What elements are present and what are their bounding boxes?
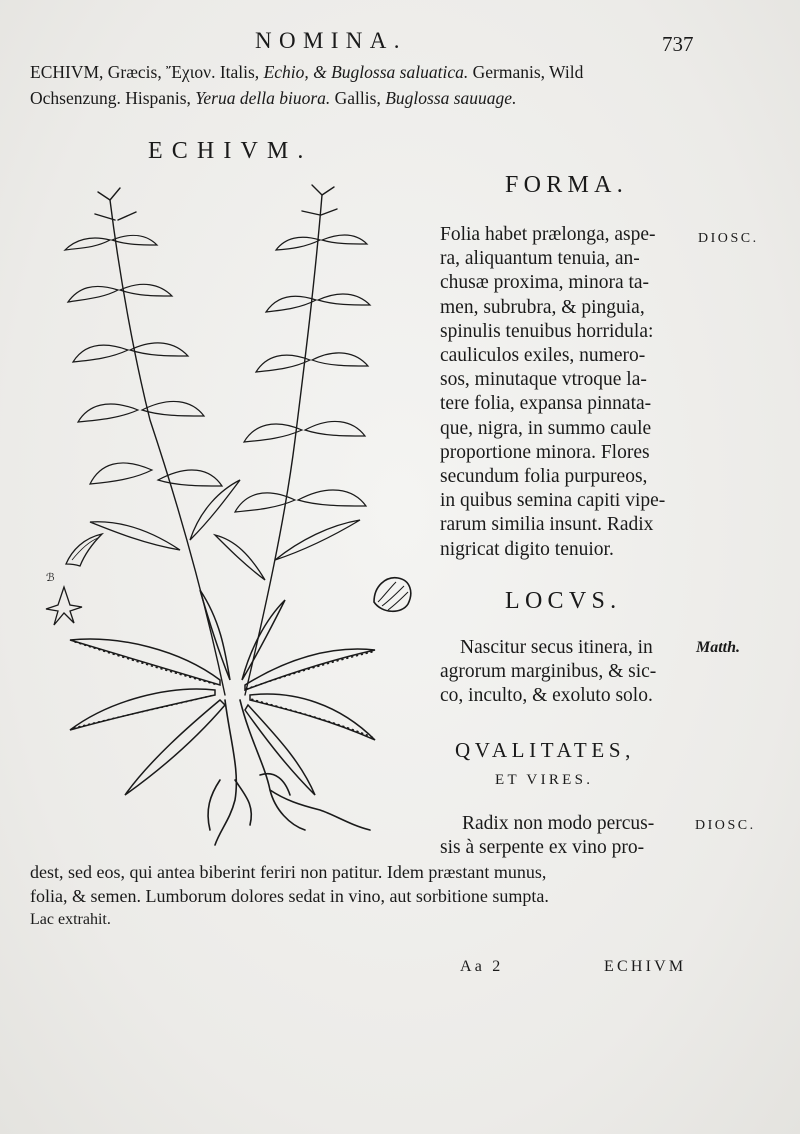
forma-line: ra, aliquantum tenuia, an- [440, 248, 640, 270]
names-line-2-part-3: Gallis, [330, 88, 386, 108]
forma-line: in quibus semina capiti vipe- [440, 490, 666, 512]
names-line-2-part-1: Ochsenzung. Hispanis, [30, 88, 196, 108]
locus-line: co, inculto, & exoluto solo. [440, 685, 653, 707]
forma-line: chusæ proxima, minora ta- [440, 272, 650, 294]
forma-line: cauliculos exiles, numero- [440, 345, 646, 367]
names-line-1 [30, 62, 583, 83]
qualitates-heading: QVALITATES, [455, 738, 635, 762]
running-title: NOMINA. [255, 28, 407, 53]
forma-line: proportione minora. Flores [440, 441, 650, 463]
forma-line: Folia habet prælonga, aspe- [440, 224, 656, 245]
names-line-2-part-2: Yerua della biuora. [195, 88, 331, 108]
names-line-2 [30, 88, 516, 109]
locus-margin-note: Matth. [696, 639, 741, 656]
qualitates-margin-note: DIOSC. [695, 818, 756, 833]
qualitates-line: dest, sed eos, qui antea biberint feriri non patitur. Idem præstant munus, [30, 862, 547, 882]
forma-line: que, nigra, in summo caule [440, 417, 652, 439]
forma-line: secundum folia purpureos, [440, 466, 648, 488]
svg-text:ℬ: ℬ [46, 572, 55, 584]
names-line-1-part-2: Echio, & Buglossa saluatica. [263, 62, 469, 82]
locus-heading: LOCVS. [505, 588, 622, 614]
qualitates-line: Lac extrahit. [30, 911, 111, 929]
locus-paragraph [440, 636, 656, 709]
qualitates-line: folia, & semen. Lumborum dolores sedat in vino, aut sorbitione sumpta. [30, 886, 549, 907]
leaf-detail-icon [368, 572, 416, 616]
qualitates-paragraph-narrow [440, 812, 654, 860]
left-stem-drawing [95, 188, 225, 695]
plant-title: ECHIVM. [148, 138, 313, 164]
forma-line: spinulis tenuibus horridula: [440, 320, 654, 342]
names-line-1-part-1: ECHIVM, Græcis, Ἔχιον. Italis, [30, 62, 264, 82]
stem-leaves [90, 480, 360, 580]
forma-line: tere folia, expansa pinnata- [440, 393, 652, 415]
plant-illustration [30, 180, 430, 860]
forma-line: nigricat digito tenuior. [440, 538, 614, 560]
forma-line: men, subrubra, & pinguia, [440, 296, 645, 318]
names-line-1-part-3: Germanis, Wild [468, 62, 584, 82]
seed-detail-icon [40, 565, 88, 629]
qualitates-paragraph-full [30, 860, 549, 933]
qualitates-line: sis à serpente ex vino pro- [440, 837, 645, 859]
locus-line: agrorum marginibus, & sic- [440, 661, 657, 683]
names-line-2-part-4: Buglossa sauuage. [385, 88, 517, 108]
forma-paragraph [440, 223, 665, 562]
catchword: ECHIVM [604, 958, 687, 975]
page-number: 737 [662, 32, 694, 56]
qualitates-line: Radix non modo percus- [462, 813, 655, 834]
forma-line: rarum similia insunt. Radix [440, 514, 654, 536]
flower-detail-icon [62, 530, 106, 570]
signature-mark: Aa 2 [460, 958, 504, 975]
qualitates-subheading: ET VIRES. [495, 772, 594, 788]
locus-line: Nascitur secus itinera, in [460, 637, 653, 658]
left-spike-leaves [65, 235, 222, 486]
root-drawing [208, 700, 370, 845]
basal-rosette-leaves [70, 590, 375, 795]
forma-line: sos, minutaque vtroque la- [440, 369, 647, 391]
forma-margin-note: DIOSC. [698, 231, 759, 246]
forma-heading: FORMA. [505, 172, 629, 198]
